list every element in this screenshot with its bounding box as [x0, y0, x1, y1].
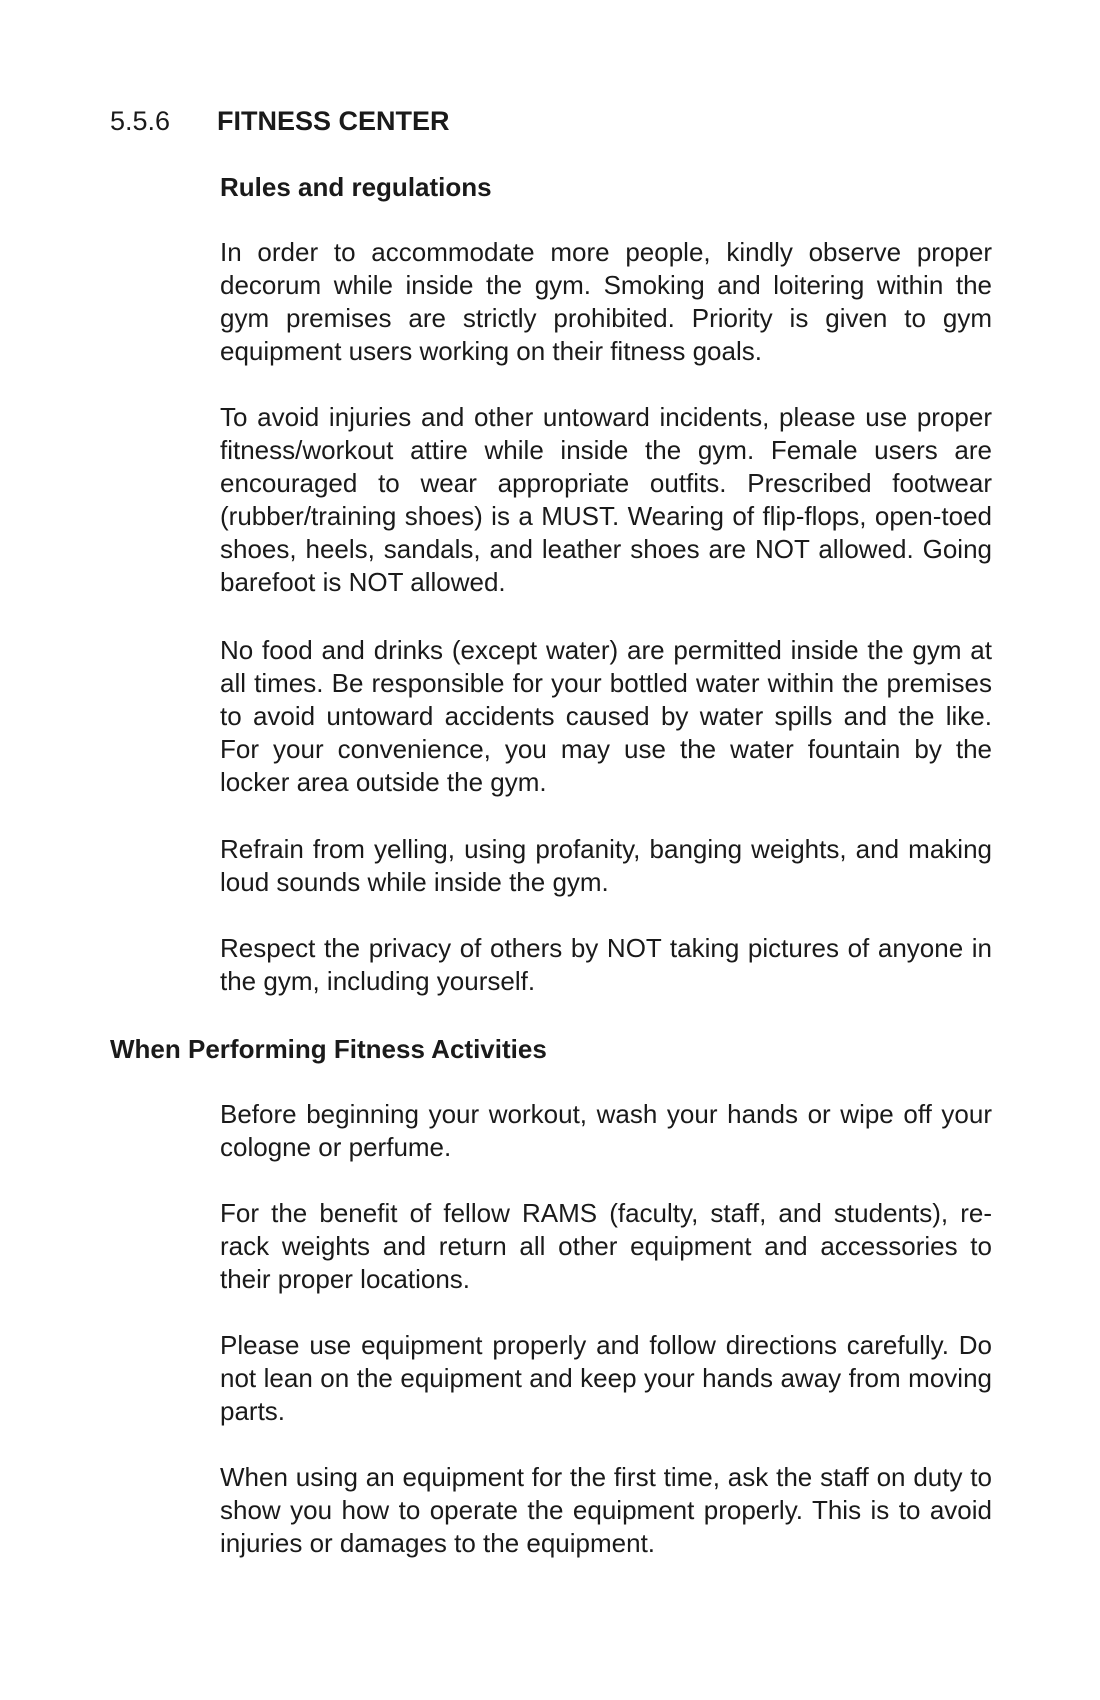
rules-paragraph-noise: Refrain from yelling, using profanity, banging weights, and making loud sounds while inside the gym.	[220, 834, 992, 897]
activities-paragraph-first-time: When using an equipment for the first time, ask the staff on duty to show you how to operate the equipment properly. This is to avoid injuries or damages to the equipment.	[220, 1462, 992, 1558]
activities-heading: When Performing Fitness Activities	[110, 1034, 547, 1064]
activities-paragraph-hygiene: Before beginning your workout, wash your hands or wipe off your cologne or perfume.	[220, 1099, 992, 1162]
rules-paragraph-decorum: In order to accommodate more people, kindly observe proper decorum while inside the gym. Smoking and loitering within the gym premises are strictly prohibited. Priority is given to gym equipment users working on their fitness goals.	[220, 237, 992, 366]
rules-paragraph-food-drinks: No food and drinks (except water) are permitted inside the gym at all times. Be responsible for your bottled water within the premises to avoid untoward accidents caused by water spills and the like. For your convenience, you may use the water fountain by the locker area outside the gym.	[220, 635, 992, 797]
activities-paragraph-rerack: For the benefit of fellow RAMS (faculty, staff, and students), re-rack weights and return all other equipment and accessories to their proper locations.	[220, 1198, 992, 1294]
rules-paragraph-attire: To avoid injuries and other untoward incidents, please use proper fitness/workout attire while inside the gym. Female users are encouraged to wear appropriate outfits. Prescribed footwear (rubber/training shoes) is a MUST. Wearing of flip-flops, open-toed shoes, heels, sandals, and leather shoes are NOT allowed. Going barefoot is NOT allowed.	[220, 402, 992, 597]
rules-paragraph-privacy: Respect the privacy of others by NOT taking pictures of anyone in the gym, including yourself.	[220, 933, 992, 996]
activities-paragraph-equipment-use: Please use equipment properly and follow directions carefully. Do not lean on the equipment and keep your hands away from moving parts.	[220, 1330, 992, 1426]
section-number: 5.5.6	[110, 106, 171, 136]
section-heading	[110, 104, 450, 138]
section-title: FITNESS CENTER	[217, 106, 450, 136]
rules-heading: Rules and regulations	[220, 172, 492, 202]
